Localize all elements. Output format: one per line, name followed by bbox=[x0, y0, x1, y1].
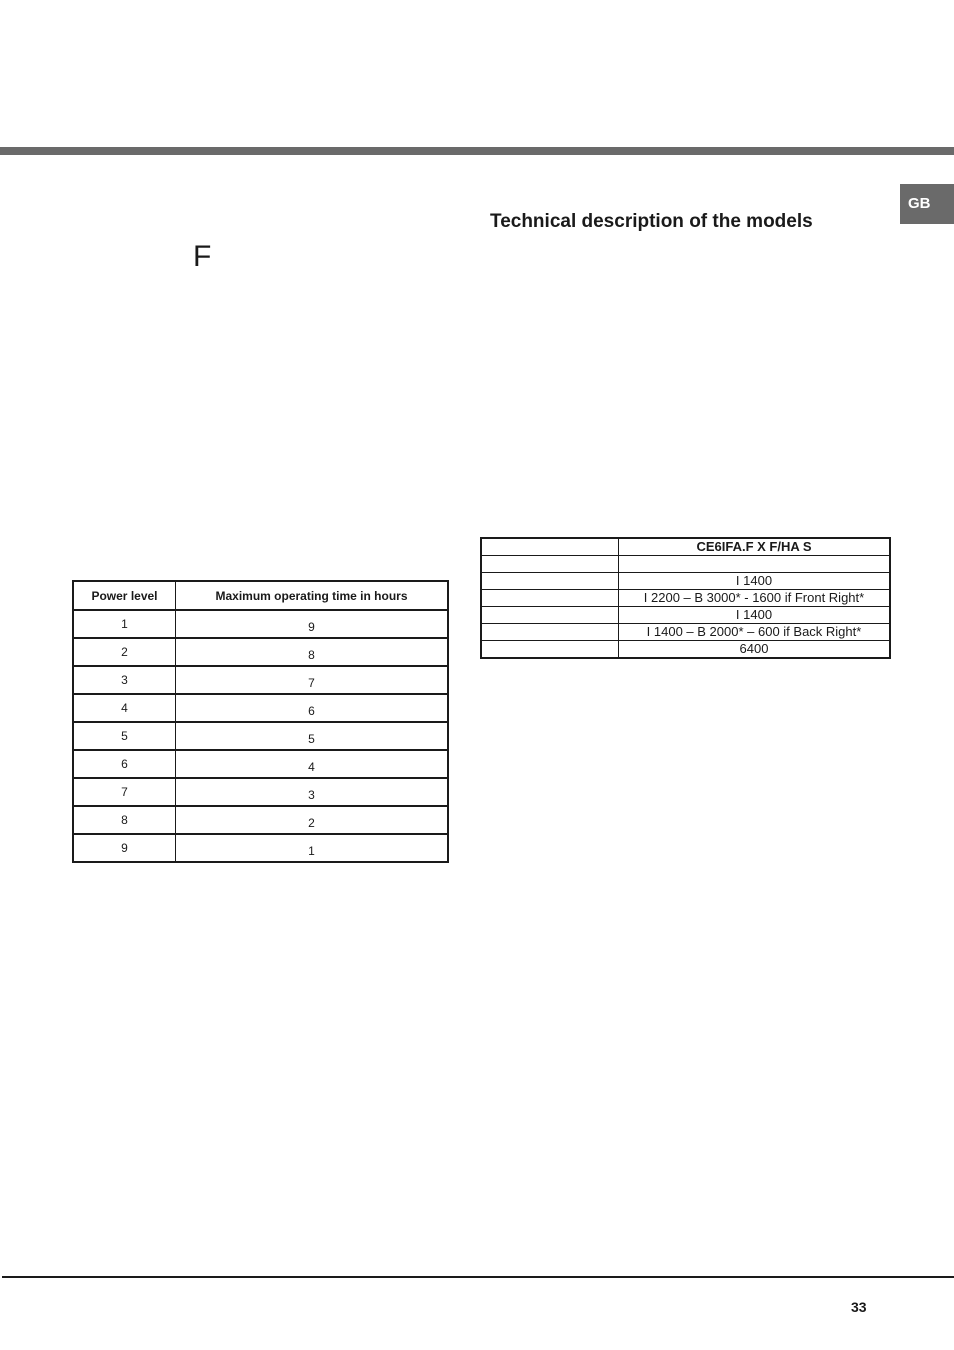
table-row bbox=[73, 610, 448, 638]
label-cell bbox=[481, 641, 619, 659]
power-level-cell: 4 bbox=[73, 694, 176, 722]
table-row bbox=[481, 556, 890, 573]
page-number: 33 bbox=[851, 1299, 867, 1315]
table-row bbox=[73, 638, 448, 666]
value-cell: 6400 bbox=[619, 641, 891, 659]
power-level-cell: 7 bbox=[73, 778, 176, 806]
max-time-cell: 6 bbox=[176, 694, 449, 722]
table-row bbox=[481, 641, 890, 659]
column-header-max-time: Maximum operating time in hours bbox=[176, 581, 449, 610]
power-level-cell: 6 bbox=[73, 750, 176, 778]
table-row bbox=[73, 834, 448, 862]
max-time-cell: 8 bbox=[176, 638, 449, 666]
label-cell bbox=[481, 607, 619, 624]
max-time-cell: 1 bbox=[176, 834, 449, 862]
power-level-table bbox=[72, 580, 449, 863]
language-tab: GB bbox=[900, 184, 954, 224]
bottom-divider bbox=[2, 1276, 954, 1278]
table-row bbox=[481, 624, 890, 641]
max-time-cell: 3 bbox=[176, 778, 449, 806]
max-time-cell: 4 bbox=[176, 750, 449, 778]
power-level-cell: 2 bbox=[73, 638, 176, 666]
power-level-cell: 3 bbox=[73, 666, 176, 694]
power-level-cell: 9 bbox=[73, 834, 176, 862]
table-header-row bbox=[73, 581, 448, 610]
table-row bbox=[73, 750, 448, 778]
column-header-power-level: Power level bbox=[73, 581, 176, 610]
table-row bbox=[73, 722, 448, 750]
table-row bbox=[73, 778, 448, 806]
model-name-header: CE6IFA.F X F/HA S bbox=[619, 538, 891, 556]
value-cell: I 2200 – B 3000* - 1600 if Front Right* bbox=[619, 590, 891, 607]
table-header-row bbox=[481, 538, 890, 556]
top-divider bbox=[0, 147, 954, 155]
section-heading: Technical description of the models bbox=[490, 211, 813, 232]
value-cell: I 1400 bbox=[619, 607, 891, 624]
table-row bbox=[73, 666, 448, 694]
value-cell bbox=[619, 556, 891, 573]
max-time-cell: 5 bbox=[176, 722, 449, 750]
max-time-cell: 7 bbox=[176, 666, 449, 694]
table-row bbox=[73, 694, 448, 722]
model-spec-table bbox=[480, 537, 891, 659]
table-row bbox=[481, 607, 890, 624]
label-cell bbox=[481, 573, 619, 590]
table-row bbox=[481, 573, 890, 590]
value-cell: I 1400 bbox=[619, 573, 891, 590]
max-time-cell: 9 bbox=[176, 610, 449, 638]
max-time-cell: 2 bbox=[176, 806, 449, 834]
label-cell bbox=[481, 590, 619, 607]
label-header-cell bbox=[481, 538, 619, 556]
table-row bbox=[481, 590, 890, 607]
label-cell bbox=[481, 556, 619, 573]
power-level-cell: 1 bbox=[73, 610, 176, 638]
label-cell bbox=[481, 624, 619, 641]
power-level-cell: 5 bbox=[73, 722, 176, 750]
table-row bbox=[73, 806, 448, 834]
value-cell: I 1400 – B 2000* – 600 if Back Right* bbox=[619, 624, 891, 641]
section-letter: F bbox=[193, 240, 212, 273]
power-level-cell: 8 bbox=[73, 806, 176, 834]
